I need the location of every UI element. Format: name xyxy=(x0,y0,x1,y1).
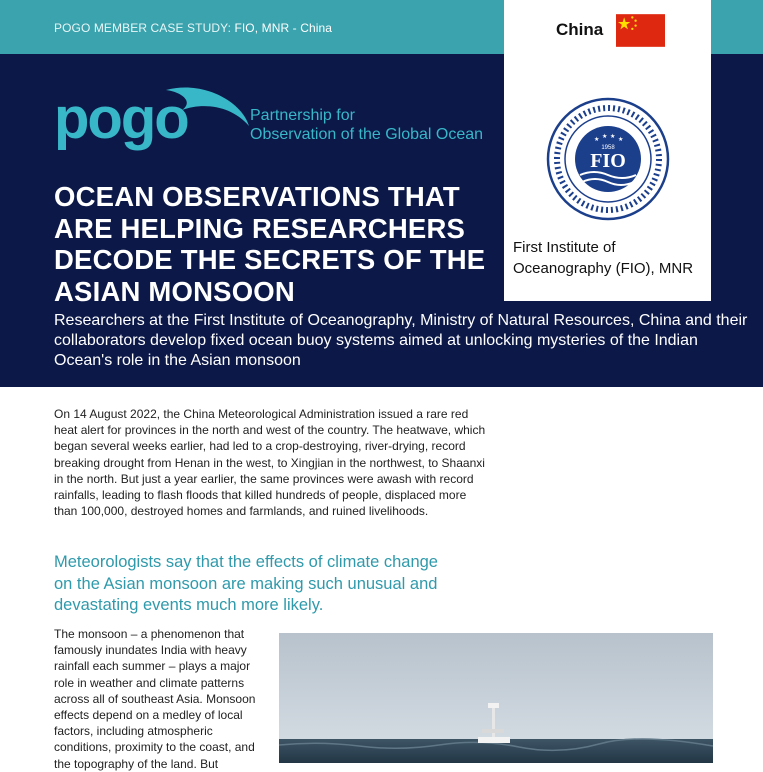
country-label: China xyxy=(556,20,604,39)
member-card xyxy=(504,0,711,301)
svg-text:★: ★ xyxy=(618,137,624,143)
pogo-logo xyxy=(54,80,254,160)
fio-seal-icon xyxy=(546,97,670,221)
china-flag-icon xyxy=(616,14,665,47)
title-line: ARE HELPING RESEARCHERS xyxy=(54,212,466,244)
pull-quote: Meteorologists say that the effects of climate change on the Asian monsoon are making such unusual and devastating events much more likely. xyxy=(54,553,438,614)
pogo-tagline-line1: Partnership for xyxy=(250,107,355,124)
institution-name: First Institute of Oceanography (FIO), MNR xyxy=(513,239,694,277)
case-study-label: POGO MEMBER CASE STUDY: FIO, MNR - China xyxy=(54,21,333,35)
svg-text:★: ★ xyxy=(610,134,616,140)
seal-year: 1958 xyxy=(601,145,615,151)
page-title xyxy=(54,181,504,307)
svg-text:★: ★ xyxy=(602,134,608,140)
pogo-tagline xyxy=(250,106,483,144)
column-paragraph: The monsoon – a phenomenon that famously inundates India with heavy rainfall each summer – plays a major role in weather and climate patterns across all of southeast Asia. Monsoon effects depend on a medley of local factors, including atmospheric conditions, proximity to the coast, and the topography of the land. But xyxy=(54,627,256,771)
page-subtitle: Researchers at the First Institute of Oceanography, Ministry of Natural Resources, China and their collaborators develop fixed ocean buoy systems aimed at unlocking mysteries of the Indian Ocean's role in the Asian monsoon xyxy=(54,312,748,369)
pogo-tagline-line2: Observation of the Global Ocean xyxy=(250,126,484,143)
case-study-member: FIO, MNR - China xyxy=(234,21,333,35)
pogo-wordmark: pogo xyxy=(54,86,188,151)
svg-text:★: ★ xyxy=(594,137,600,143)
seal-letters: FIO xyxy=(590,150,626,172)
title-line: DECODE THE SECRETS OF THE xyxy=(54,244,486,275)
ocean-buoy-photo xyxy=(279,633,713,763)
title-line: OCEAN OBSERVATIONS THAT xyxy=(54,181,460,212)
title-line: ASIAN MONSOON xyxy=(54,275,295,307)
intro-paragraph: On 14 August 2022, the China Meteorological Administration issued a rare red heat alert for provinces in the north and west of the country. The heatwave, which began several weeks earlier, had led to a crop-destroying, river-drying, record breaking drought from Henan in the west, to Xingjian in the northwest, to Shaanxi in the north. But just a year earlier, the same provinces were awash with record rainfalls, leading to flash floods that killed hundreds of people, displaced more than 100,000, destroyed homes and farmlands, and ruined livelihoods. xyxy=(54,407,486,519)
